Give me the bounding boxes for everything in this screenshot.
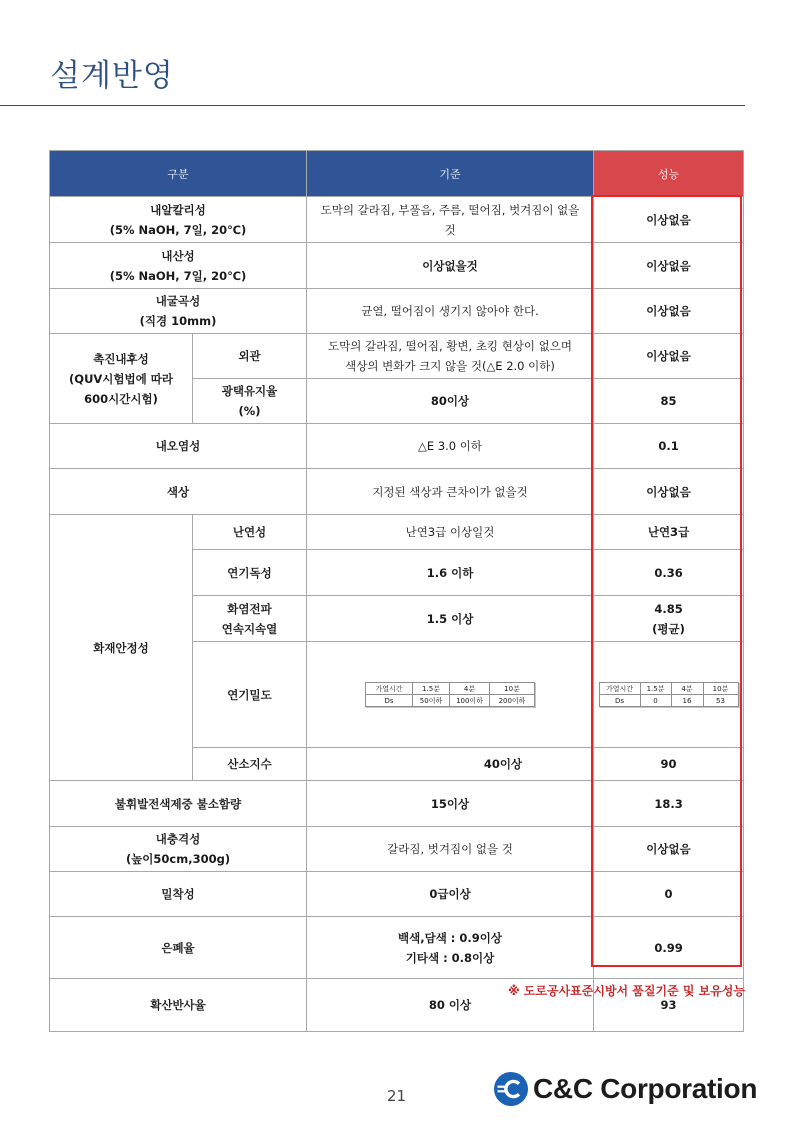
row-fluorine-content (50, 781, 744, 827)
fluorine-content-standard: 15이상 (307, 781, 594, 827)
mini-header-cell: 10분 (703, 683, 738, 695)
footnote: ※ 도로공사표준시방서 품질기준 및 보유성능 (507, 984, 745, 998)
impact-resistance-result: 이상없음 (594, 827, 744, 872)
stain-resistance-label: 내오염성 (50, 424, 307, 469)
cc-plug-logo-icon (494, 1072, 528, 1106)
adhesion-label: 밀착성 (50, 872, 307, 917)
header-category: 구분 (50, 151, 307, 197)
alkali-resistance-standard: 도막의 갈라짐, 부풀음, 주름, 떨어짐, 벗겨짐이 없을 것 (307, 197, 594, 243)
color-standard: 지정된 색상과 큰차이가 없을것 (307, 469, 594, 515)
row-hiding-power (50, 917, 744, 979)
title-divider (0, 105, 745, 106)
alkali-resistance-label: 내알칼리성 (5% NaOH, 7일, 20℃) (50, 197, 307, 243)
accelerated-weathering-group-label: 촉진내후성 (QUV시험법에 따라 600시간시험) (50, 334, 193, 424)
row-stain-resistance (50, 424, 744, 469)
hiding-power-result: 0.99 (594, 917, 744, 979)
hiding-power-standard: 백색,담색 : 0.9이상 기타색 : 0.8이상 (307, 917, 594, 979)
row-color (50, 469, 744, 515)
alkali-resistance-result: 이상없음 (594, 197, 744, 243)
fluorine-content-label: 불휘발전색제중 불소함량 (50, 781, 307, 827)
mini-header-cell: 1.5분 (640, 683, 671, 695)
gloss-retention-result: 85 (594, 379, 744, 424)
acid-resistance-standard: 이상없을것 (307, 243, 594, 289)
flame-spread-result: 4.85 (평균) (594, 596, 744, 642)
bending-resistance-standard: 균열, 떨어짐이 생기지 않아야 한다. (307, 289, 594, 334)
bending-resistance-label: 내굴곡성 (직경 10mm) (50, 289, 307, 334)
mini-value-cell: Ds (599, 695, 640, 707)
acid-resistance-label: 내산성 (5% NaOH, 7일, 20℃) (50, 243, 307, 289)
appearance-standard: 도막의 갈라짐, 떨어짐, 황변, 초킹 현상이 없으며 색상의 변화가 크지 않을 것(△E 2.0 이하) (307, 334, 594, 379)
smoke-density-standard-table (365, 682, 535, 707)
color-result: 이상없음 (594, 469, 744, 515)
page-title: 설계반영 (50, 58, 174, 94)
mini-value-cell: Ds (366, 695, 413, 707)
appearance-label: 외관 (193, 334, 307, 379)
row-alkali-resistance (50, 197, 744, 243)
hiding-power-label: 은폐율 (50, 917, 307, 979)
smoke-toxicity-standard: 1.6 이하 (307, 550, 594, 596)
impact-resistance-standard: 갈라짐, 벗겨짐이 없을 것 (307, 827, 594, 872)
fire-safety-group-label: 화재안정성 (50, 515, 193, 781)
impact-resistance-label: 내충격성 (높이50cm,300g) (50, 827, 307, 872)
company-name: C&C Corporation (533, 1073, 758, 1104)
appearance-result: 이상없음 (594, 334, 744, 379)
bending-resistance-result: 이상없음 (594, 289, 744, 334)
smoke-density-result-table (599, 682, 739, 707)
smoke-density-label: 연기밀도 (193, 642, 307, 748)
fluorine-content-result: 18.3 (594, 781, 744, 827)
row-impact-resistance (50, 827, 744, 872)
page-number: 21 (386, 1087, 407, 1105)
row-acid-resistance (50, 243, 744, 289)
gloss-retention-label: 광택유지율 (%) (193, 379, 307, 424)
diffuse-reflectance-label: 확산반사율 (50, 979, 307, 1032)
smoke-density-result (594, 642, 744, 748)
stain-resistance-result: 0.1 (594, 424, 744, 469)
oxygen-index-result: 90 (594, 748, 744, 781)
mini-header-cell: 10분 (490, 683, 535, 695)
acid-resistance-result: 이상없음 (594, 243, 744, 289)
table-header-row (50, 151, 744, 197)
mini-header-cell: 4분 (671, 683, 703, 695)
flame-retardancy-standard: 난연3급 이상일것 (307, 515, 594, 550)
oxygen-index-standard: 40이상 (307, 748, 594, 781)
mini-header-row (366, 683, 535, 695)
color-label: 색상 (50, 469, 307, 515)
diffuse-reflectance-standard: 80 이상 (307, 979, 594, 1032)
stain-resistance-standard: △E 3.0 이하 (307, 424, 594, 469)
row-weathering-appearance (50, 334, 744, 379)
smoke-toxicity-result: 0.36 (594, 550, 744, 596)
mini-value-cell: 50이하 (413, 695, 450, 707)
row-flame-retardancy (50, 515, 744, 550)
spec-table (49, 150, 744, 1032)
mini-value-cell: 53 (703, 695, 738, 707)
mini-header-cell: 1.5분 (413, 683, 450, 695)
flame-spread-standard: 1.5 이상 (307, 596, 594, 642)
flame-spread-label: 화염전파 연속지속열 (193, 596, 307, 642)
row-adhesion (50, 872, 744, 917)
mini-value-row (599, 695, 738, 707)
mini-header-row (599, 683, 738, 695)
gloss-retention-standard: 80이상 (307, 379, 594, 424)
header-performance: 성능 (594, 151, 744, 197)
smoke-density-standard (307, 642, 594, 748)
mini-value-cell: 100이하 (450, 695, 490, 707)
mini-value-cell: 16 (671, 695, 703, 707)
mini-value-cell: 200이하 (490, 695, 535, 707)
mini-value-row (366, 695, 535, 707)
mini-header-cell: 가열시간 (599, 683, 640, 695)
flame-retardancy-result: 난연3급 (594, 515, 744, 550)
mini-header-cell: 4분 (450, 683, 490, 695)
adhesion-standard: 0급이상 (307, 872, 594, 917)
diffuse-reflectance-result: 93 (594, 979, 744, 1032)
company-logo (494, 1071, 757, 1107)
mini-header-cell: 가열시간 (366, 683, 413, 695)
oxygen-index-label: 산소지수 (193, 748, 307, 781)
header-standard: 기준 (307, 151, 594, 197)
flame-retardancy-label: 난연성 (193, 515, 307, 550)
row-bending-resistance (50, 289, 744, 334)
adhesion-result: 0 (594, 872, 744, 917)
mini-value-cell: 0 (640, 695, 671, 707)
smoke-toxicity-label: 연기독성 (193, 550, 307, 596)
